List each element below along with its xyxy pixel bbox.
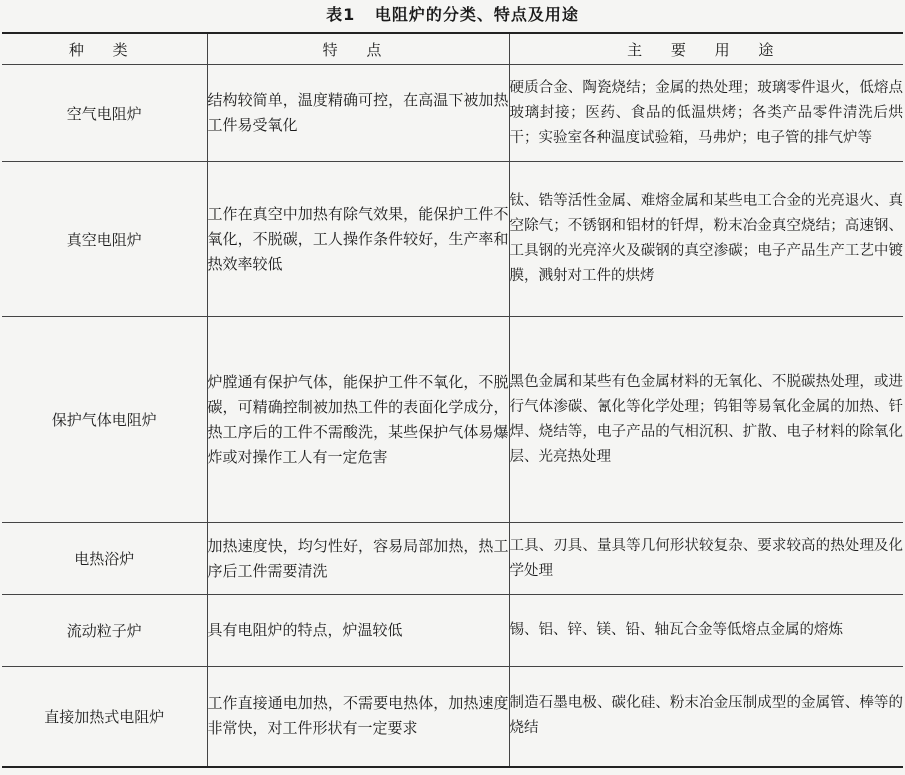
table-row: [2, 65, 903, 162]
feature-cell: [207, 595, 509, 667]
feature-cell: [207, 65, 509, 162]
header-row: [2, 33, 903, 65]
table-row: [2, 162, 903, 317]
use-text: 锡、铝、锌、镁、铅、轴瓦合金等低熔点金属的熔炼: [509, 622, 843, 638]
category-cell: 真空电阻炉: [2, 162, 207, 317]
use-cell: [509, 162, 903, 317]
use-cell: [509, 317, 903, 523]
use-text: 黑色金属和某些有色金属材料的无氧化、不脱碳热处理，或进行气体渗碳、氰化等化学处理；钨钼等易氧化金属的加热、钎焊、烧结等，电子产品的气相沉积、扩散、电子材料的除氧化层、光亮热处理: [509, 373, 903, 465]
feature-cell: [207, 317, 509, 523]
feature-text: 具有电阻炉的特点，炉温较低: [207, 621, 403, 639]
use-cell: [509, 523, 903, 595]
table-row: [2, 523, 903, 595]
feature-text: 工作直接通电加热，不需要电热体，加热速度非常快，对工件形状有一定要求: [207, 694, 509, 738]
category-cell: 流动粒子炉: [2, 595, 207, 667]
table-row: [2, 595, 903, 667]
use-cell: [509, 595, 903, 667]
category-cell: 直接加热式电阻炉: [2, 667, 207, 767]
category-cell: 空气电阻炉: [2, 65, 207, 162]
category-cell: 电热浴炉: [2, 523, 207, 595]
use-cell: [509, 667, 903, 767]
use-text: 制造石墨电极、碳化硅、粉末冶金压制成型的金属管、棒等的烧结: [509, 695, 903, 737]
category-cell: 保护气体电阻炉: [2, 317, 207, 523]
use-cell: [509, 65, 903, 162]
use-text: 钛、锆等活性金属、难熔金属和某些电工合金的光亮退火、真空除气；不锈钢和铝材的钎焊，粉末冶金真空烧结；高速钢、工具钢的光亮淬火及碳钢的真空渗碳；电子产品生产工艺中镀膜，溅射对工件的烘烤: [509, 193, 903, 284]
feature-cell: [207, 523, 509, 595]
header-use: 主 要 用 途: [509, 33, 903, 65]
table-row: [2, 667, 903, 767]
feature-text: 加热速度快，均匀性好，容易局部加热，热工序后工件需要清洗: [207, 536, 509, 580]
table-title: 表1 电阻炉的分类、特点及用途: [326, 5, 579, 24]
feature-text: 结构较简单，温度精确可控，在高温下被加热工件易受氧化: [207, 91, 509, 134]
feature-cell: [207, 667, 509, 767]
feature-text: 工作在真空中加热有除气效果，能保护工件不氧化，不脱碳，工人操作条件较好，生产率和热效率较低: [207, 204, 509, 273]
use-text: 硬质合金、陶瓷烧结；金属的热处理；玻璃零件退火，低熔点玻璃封接；医药、食品的低温烘烤；各类产品零件清洗后烘干；实验室各种温度试验箱，马弗炉；电子管的排气炉等: [509, 79, 903, 146]
use-text: 工具、刃具、量具等几何形状较复杂、要求较高的热处理及化学处理: [509, 537, 903, 579]
furnace-classification-table: [2, 32, 903, 768]
header-feature: 特 点: [207, 33, 509, 65]
table-row: [2, 317, 903, 523]
header-category: 种 类: [2, 33, 207, 65]
feature-cell: [207, 162, 509, 317]
feature-text: 炉膛通有保护气体，能保护工件不氧化，不脱碳，可精确控制被加热工件的表面化学成分，热工序后的工件不需酸洗，某些保护气体易爆炸或对操作工人有一定危害: [207, 372, 509, 466]
